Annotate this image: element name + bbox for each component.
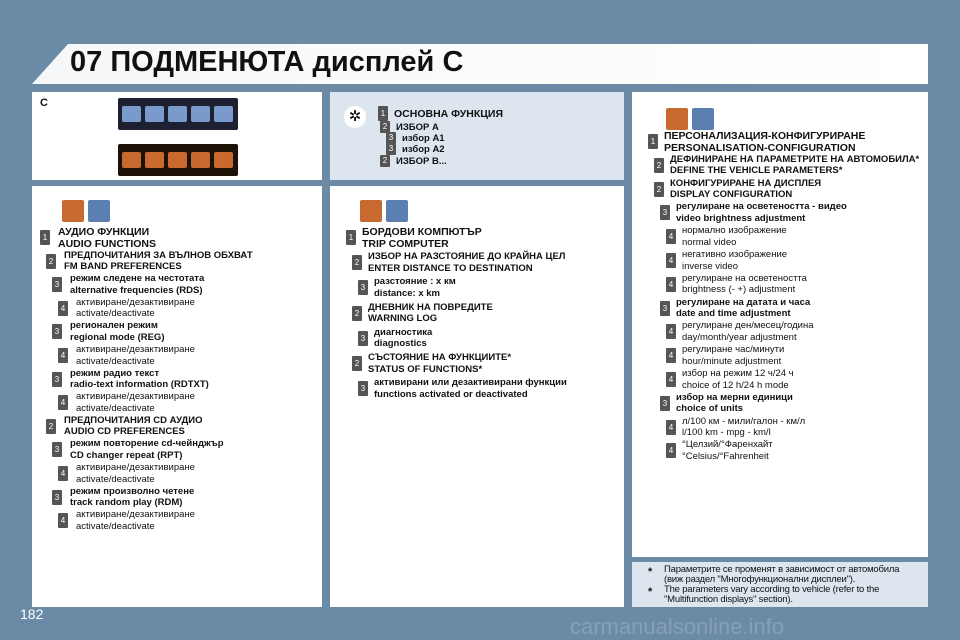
log-icon (168, 106, 187, 122)
level-badge: 2 (352, 356, 362, 371)
menu-item-text: alternative frequencies (RDS) (70, 284, 203, 296)
menu-item-text: ИЗБОР НА РАЗСТОЯНИЕ ДО КРАЙНА ЦЕЛ (368, 251, 566, 263)
menu-item-text: track random play (RDM) (70, 497, 183, 509)
menu-item-text: normal video (682, 236, 737, 248)
menu-item-text: режим произволно четене (70, 485, 195, 497)
menu-item-text: БОРДОВИ КОМПЮТЪР (362, 226, 482, 238)
basic-item-text: ИЗБОР А (396, 122, 439, 133)
level-badge: 2 (380, 155, 390, 167)
menu-item-text: regional mode (REG) (70, 331, 165, 343)
menu-item-text: регулиране на осветеността - видео (676, 201, 847, 213)
level-badge: 4 (666, 229, 676, 244)
level-badge: 2 (46, 254, 56, 269)
trip-panel (330, 186, 624, 607)
level-badge: 3 (660, 205, 670, 220)
menu-item-text: нормално изображение (682, 225, 787, 237)
menu-item-text: регулиране на осветеността (682, 272, 807, 284)
audio-icon (122, 152, 141, 168)
level-badge: 2 (654, 182, 664, 197)
menu-item-text: КОНФИГУРИРАНЕ НА ДИСПЛЕЯ (670, 177, 822, 189)
audio-orange-icon (62, 200, 84, 222)
menu-item-text: choice of units (676, 403, 744, 415)
footnote-star: * (648, 566, 653, 578)
footnote-line: The parameters vary according to vehicle (refer to the (664, 584, 880, 595)
config-icon (191, 106, 210, 122)
menu-item-text: activate/deactivate (76, 520, 155, 532)
menu-item-text: ДЕФИНИРАНЕ НА ПАРАМЕТРИТЕ НА АВТОМОБИЛА* (670, 153, 920, 165)
audio-blue-icon (88, 200, 110, 222)
menu-item-text: activate/deactivate (76, 473, 155, 485)
level-badge: 3 (660, 301, 670, 316)
level-badge: 1 (346, 230, 356, 245)
display-label: C (40, 97, 48, 109)
footnote-star: * (648, 586, 653, 598)
menu-item-text: л/100 км - мили/галон - км/л (682, 415, 806, 427)
menu-item-text: AUDIO FUNCTIONS (58, 237, 156, 250)
menu-item-text: активиране/дезактивиране (76, 462, 195, 473)
trip-blue-icon (386, 200, 408, 222)
settings-icon (214, 106, 233, 122)
level-badge: 3 (52, 372, 62, 387)
basic-item-text: ИЗБОР В... (396, 156, 447, 167)
footnote-line: (виж раздел "Многофункционални дисплеи"). (664, 574, 856, 585)
menu-item-text: режим радио текст (70, 367, 160, 379)
menu-item-text: ПРЕДПОЧИТАНИЯ CD АУДИО (64, 414, 203, 426)
level-badge: 4 (666, 253, 676, 268)
level-badge: 3 (660, 396, 670, 411)
basic-item-text: избор А1 (402, 133, 445, 144)
menu-item-text: choice of 12 h/24 h mode (682, 379, 789, 391)
menu-item-text: диагностика (374, 326, 433, 338)
trip-icon (145, 106, 164, 122)
level-badge: 3 (358, 381, 368, 396)
menu-item-text: DISPLAY CONFIGURATION (670, 189, 793, 201)
menu-item-text: PERSONALISATION-CONFIGURATION (664, 141, 856, 154)
personal-orange-icon (666, 108, 688, 130)
menu-item-text: активирани или дезактивирани функции (374, 377, 567, 389)
page-number: 182 (20, 606, 44, 622)
legend-panel (330, 92, 624, 180)
trip-icon (145, 152, 164, 168)
level-badge: 3 (358, 280, 368, 295)
level-badge: 1 (40, 230, 50, 245)
basic-function-title: ОСНОВНА ФУНКЦИЯ (394, 108, 504, 120)
menu-item-text: date and time adjustment (676, 308, 791, 320)
basic-item-text: избор А2 (402, 144, 445, 155)
menu-item-text: активиране/дезактивиране (76, 344, 195, 355)
menu-item-text: режим повторение cd-чейнджър (70, 438, 224, 450)
personal-panel (632, 92, 928, 557)
level-badge: 4 (666, 324, 676, 339)
settings-icon (214, 152, 233, 168)
menu-item-text: °Celsius/°Fahrenheit (682, 450, 769, 462)
menu-item-text: AUDIO CD PREFERENCES (64, 426, 185, 438)
level-badge: 4 (666, 443, 676, 458)
level-badge: 1 (648, 134, 658, 149)
menu-item-text: избор на мерни единици (676, 391, 793, 403)
menu-item-text: activate/deactivate (76, 308, 155, 320)
menu-item-text: избор на режим 12 ч/24 ч (682, 368, 794, 379)
menu-item-text: регулиране час/минути (682, 344, 785, 356)
level-badge: 4 (666, 348, 676, 363)
menu-item-text: режим следене на честотата (70, 273, 205, 285)
footnote-line: Параметрите се променят в зависимост от автомобила (664, 564, 900, 575)
menu-item-text: ENTER DISTANCE TO DESTINATION (368, 262, 533, 274)
menu-item-text: °Целзий/°Фаренхайт (682, 439, 773, 451)
menu-item-text: активиране/дезактивиране (76, 296, 195, 308)
level-badge: 3 (52, 490, 62, 505)
menu-item-text: brightness (- +) adjustment (682, 284, 796, 296)
menu-item-text: activate/deactivate (76, 355, 155, 367)
level-badge: 2 (380, 121, 390, 133)
level-badge: 4 (666, 372, 676, 387)
menu-item-text: inverse video (682, 260, 738, 272)
display-screen-orange (118, 144, 238, 176)
menu-item-text: TRIP COMPUTER (362, 237, 449, 250)
menu-item-text: активиране/дезактивиране (76, 509, 195, 521)
menu-item-text: регулиране на датата и часа (676, 296, 811, 308)
menu-item-text: WARNING LOG (368, 313, 438, 325)
menu-item-text: ПРЕДПОЧИТАНИЯ ЗА ВЪЛНОВ ОБХВАТ (64, 249, 253, 261)
level-badge: 2 (654, 158, 664, 173)
menu-item-text: негативно изображение (682, 249, 788, 260)
footnote-panel (632, 562, 928, 607)
menu-item-text: functions activated or deactivated (374, 388, 528, 400)
level-badge: 4 (58, 466, 68, 481)
menu-item-text: ДНЕВНИК НА ПОВРЕДИТЕ (368, 301, 493, 313)
personal-blue-icon (692, 108, 714, 130)
menu-item-text: video brightness adjustment (676, 212, 806, 224)
menu-item-text: day/month/year adjustment (682, 331, 797, 343)
menu-item-text: distance: x km (374, 287, 440, 299)
level-badge: 4 (666, 277, 676, 292)
menu-item-text: CD changer repeat (RPT) (70, 449, 183, 461)
menu-item-text: l/100 km - mpg - km/l (682, 427, 771, 439)
menu-item-text: radio-text information (RDTXT) (70, 379, 209, 391)
trip-orange-icon (360, 200, 382, 222)
level-badge: 1 (378, 106, 388, 121)
page-title: 07 ПОДМЕНЮТА дисплей С (70, 46, 464, 78)
display-panel (32, 92, 322, 180)
menu-item-text: DEFINE THE VEHICLE PARAMETERS* (670, 165, 843, 177)
level-badge: 3 (358, 331, 368, 346)
level-badge: 4 (666, 420, 676, 435)
menu-item-text: разстояние : х км (374, 276, 456, 288)
watermark: carmanualsonline.info (570, 614, 785, 639)
menu-item-text: АУДИО ФУНКЦИИ (58, 226, 150, 238)
level-badge: 4 (58, 348, 68, 363)
level-badge: 3 (52, 442, 62, 457)
level-badge: 3 (386, 132, 396, 144)
display-screen-blue (118, 98, 238, 130)
sun-icon: ✲ (344, 106, 366, 128)
audio-panel (32, 186, 322, 607)
audio-icon (122, 106, 141, 122)
menu-item-text: регионален режим (70, 320, 158, 332)
level-badge: 4 (58, 301, 68, 316)
level-badge: 2 (352, 306, 362, 321)
level-badge: 2 (352, 255, 362, 270)
menu-item-text: STATUS OF FUNCTIONS* (368, 363, 483, 375)
menu-item-text: ПЕРСОНАЛИЗАЦИЯ-КОНФИГУРИРАНЕ (664, 130, 866, 142)
log-icon (168, 152, 187, 168)
menu-item-text: activate/deactivate (76, 402, 155, 414)
menu-item-text: diagnostics (374, 338, 427, 350)
menu-item-text: регулиране ден/месец/година (682, 320, 814, 332)
footnote-line: "Multifunction displays" section). (664, 594, 793, 605)
level-badge: 4 (58, 513, 68, 528)
menu-item-text: hour/minute adjustment (682, 355, 782, 367)
level-badge: 2 (46, 419, 56, 434)
level-badge: 3 (52, 324, 62, 339)
menu-item-text: СЪСТОЯНИЕ НА ФУНКЦИИТЕ* (368, 352, 512, 363)
level-badge: 4 (58, 395, 68, 410)
menu-item-text: активиране/дезактивиране (76, 391, 195, 403)
config-icon (191, 152, 210, 168)
menu-item-text: FM BAND PREFERENCES (64, 261, 182, 273)
level-badge: 3 (386, 143, 396, 155)
level-badge: 3 (52, 277, 62, 292)
